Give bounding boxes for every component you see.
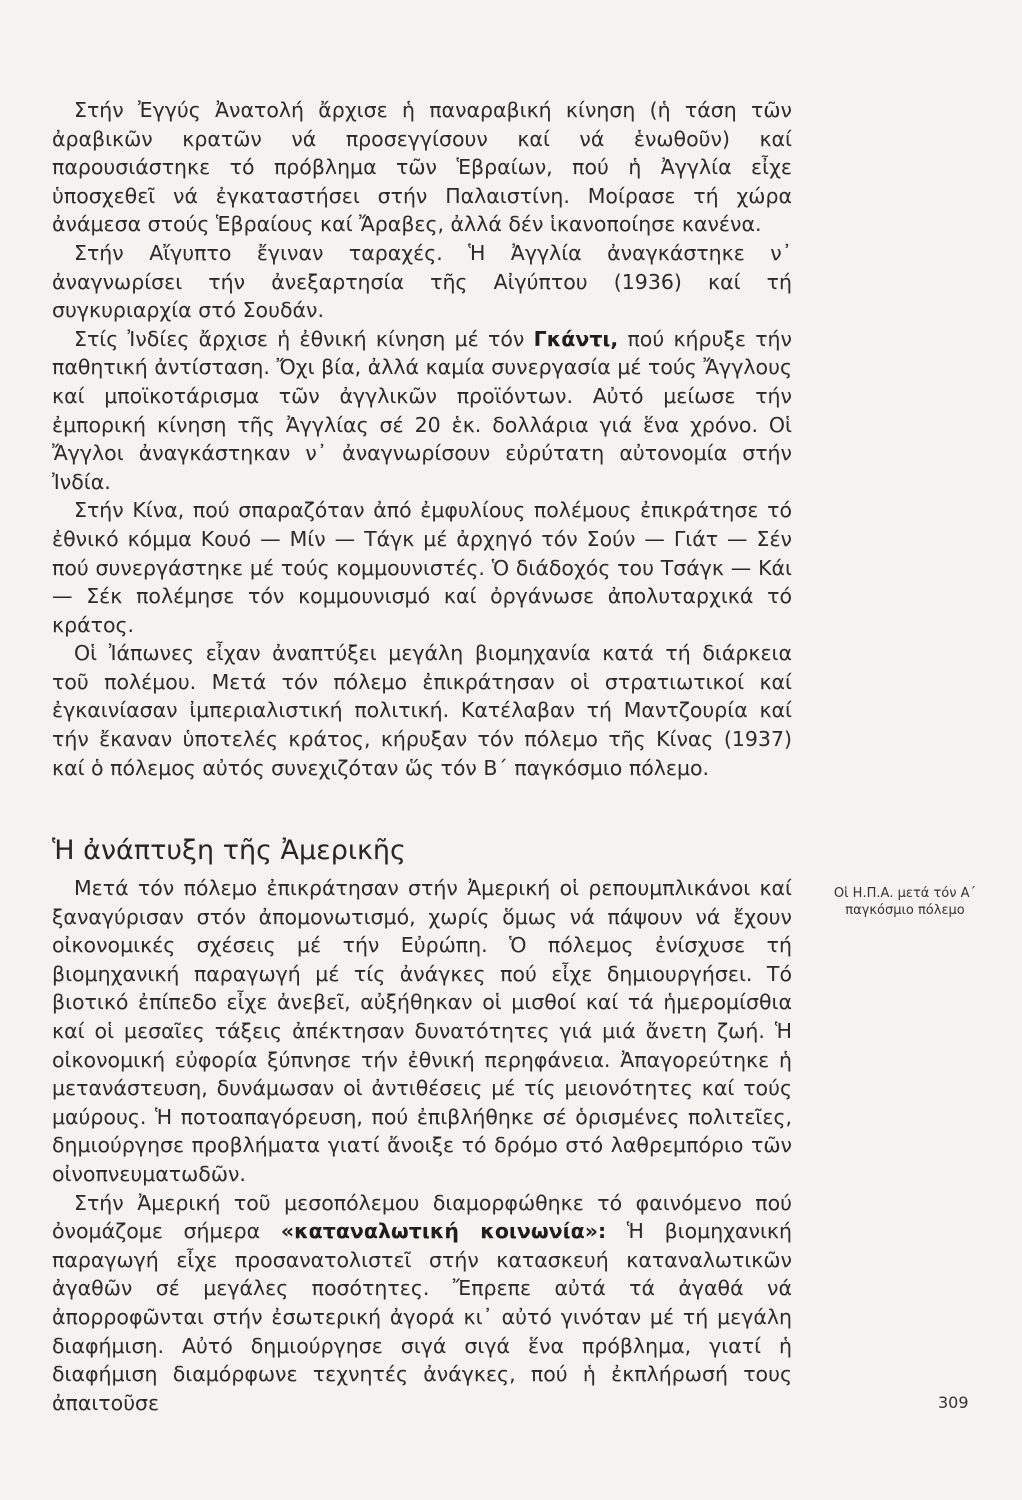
paragraph-usa-postwar: Μετά τόν πόλεμο ἐπικράτησαν στήν Ἀμερική οἱ ρεπουμπλικάνοι καί ξαναγύρισαν στόν ἀπομονωτισμό, χωρίς ὅμως νά πάψουν νά ἔχουν οἰκονομικές σχέσεις μέ τήν Εὐρώπη. Ὁ πόλεμος ἐνίσχυσε τή βιομηχανική παραγωγή μέ τίς ἀνάγκες πού εἶχε δημιουργήσει. Τό βιοτικό ἐπίπεδο εἶχε ἀνεβεῖ, αὐξήθηκαν οἱ μισθοί καί τά ἡμερομίσθια καί οἱ μεσαῖες τάξεις ἀπέκτησαν δυνατότητες γιά μιά ἄνετη ζωή. Ἡ οἰκονομική εὐφορία ξύπνησε τήν ἐθνική περηφάνεια. Ἀπαγορεύτηκε ἡ μετανάστευση, δυνάμωσαν οἱ ἀντιθέσεις μέ τίς μειονότητες καί τούς μαύρους. Ἡ ποτοαπαγόρευση, πού ἐπιβλήθηκε σέ ὁρισμένες πολιτεῖες, δημιούργησε προβλήματα γιατί ἄνοιξε τό δρόμο στό λαθρεμπόριο τῶν οἰνοπνευματωδῶν. <box>52 876 792 1186</box>
paragraph-consumer-society <box>52 1189 792 1418</box>
consumer-society-bold: «καταναλωτική κοινωνία»: <box>280 1219 607 1244</box>
paragraph-consumer-start: Στήν Ἀμερική τοῦ μεσοπόλεμου διαμορφώθηκε τό φαινόμενο πού ὀνομάζομε σήμερα <box>52 1190 792 1244</box>
paragraph-near-east: Στήν Ἐγγύς Ἀνατολή ἄρχισε ἡ παναραβική κίνηση (ἡ τάση τῶν ἀραβικῶν κρατῶν νά προσεγγίσουν καί νά ἑνωθοῦν) καί παρουσιάστηκε τό πρόβλημα τῶν Ἑβραίων, πού ἡ Ἀγγλία εἶχε ὑποσχεθεῖ νά ἐγκαταστήσει στήν Παλαιστίνη. Μοίρασε τή χώρα ἀνάμεσα στούς Ἑβραίους καί Ἄραβες, ἀλλά δέν ἱκανοποίησε κανένα. <box>52 98 792 237</box>
paragraph-egypt: Στήν Αἴγυπτο ἔγιναν ταραχές. Ἡ Ἀγγλία ἀναγκάστηκε ν᾽ ἀναγνωρίσει τήν ἀνεξαρτησία τῆς Αἰγύπτου (1936) καί τή συγκυριαρχία στό Σουδάν. <box>52 240 792 323</box>
gandhi-bold: Γκάντι, <box>533 326 619 351</box>
paragraph-india-rest: πού κήρυξε τήν παθητική ἀντίσταση. Ὄχι βία, ἀλλά καμία συνεργασία μέ τούς Ἄγγλους καί μποϊκοτάρισμα τῶν ἀγγλικῶν προϊόντων. Αὐτό μείωσε τήν ἐμπορική κίνηση τῆς Ἀγγλίας σέ 20 ἑκ. δολλάρια γιά ἕνα χρόνο. Οἱ Ἄγγλοι ἀναγκάστηκαν ν᾽ ἀναγνωρίσουν εὐρύτατη αὐτονομία στήν Ἰνδία. <box>52 326 792 494</box>
paragraph-india-start: Στίς Ἰνδίες ἄρχισε ἡ ἐθνική κίνηση μέ τόν <box>74 326 534 351</box>
paragraph-japan: Οἱ Ἰάπωνες εἶχαν ἀναπτύξει μεγάλη βιομηχανία κατά τή διάρκεια τοῦ πολέμου. Μετά τόν πόλεμο ἐπικράτησαν οἱ στρατιωτικοί καί ἐγκαινίασαν ἰμπεριαλιστική πολιτική. Κατέλαβαν τή Μαντζουρία καί τήν ἔκαναν ὑποτελές κράτος, κήρυξαν τόν πόλεμο τῆς Κίνας (1937) καί ὁ πόλεμος αὐτός συνεχιζόταν ὥς τόν Β΄ παγκόσμιο πόλεμο. <box>52 641 792 780</box>
section-1-text <box>52 96 792 782</box>
page-number: 309 <box>938 1393 969 1412</box>
paragraph-consumer-rest: Ἡ βιομηχανική παραγωγή εἶχε προσανατολιστεῖ στήν κατασκευή καταναλωτικῶν ἀγαθῶν σέ μεγάλες ποσότητες. Ἔπρεπε αὐτά τά ἀγαθά νά ἀπορροφῶνται στήν ἐσωτερική ἀγορά κι᾽ αὐτό γινόταν μέ τή μεγάλη διαφήμιση. Αὐτό δημιούργησε σιγά σιγά ἕνα πρόβλημα, γιατί ἡ διαφήμιση διαμόρφωνε τεχνητές ἀνάγκες, πού ἡ ἐκπλήρωσή τους ἀπαιτοῦσε <box>52 1219 793 1415</box>
paragraph-india <box>52 325 792 497</box>
section-heading: Ἡ ἀνάπτυξη τῆς Ἀμερικῆς <box>52 835 406 866</box>
margin-note: Οἱ Η.Π.Α. μετά τόν Α΄ παγκόσμιο πόλεμο <box>833 886 977 918</box>
paragraph-china: Στήν Κίνα, πού σπαραζόταν ἀπό ἐμφυλίους πολέμους ἐπικράτησε τό ἐθνικό κόμμα Κουό — Μίν — Τάγκ μέ ἀρχηγό τόν Σούν — Γιάτ — Σέν πού συνεργάστηκε μέ τούς κομμουνιστές. Ὁ διάδοχός του Τσάγκ — Κάι — Σέκ πολέμησε τόν κομμουνισμό καί ὀργάνωσε ἀπολυταρχικά τό κράτος. <box>52 498 792 637</box>
section-2-text <box>52 874 792 1417</box>
